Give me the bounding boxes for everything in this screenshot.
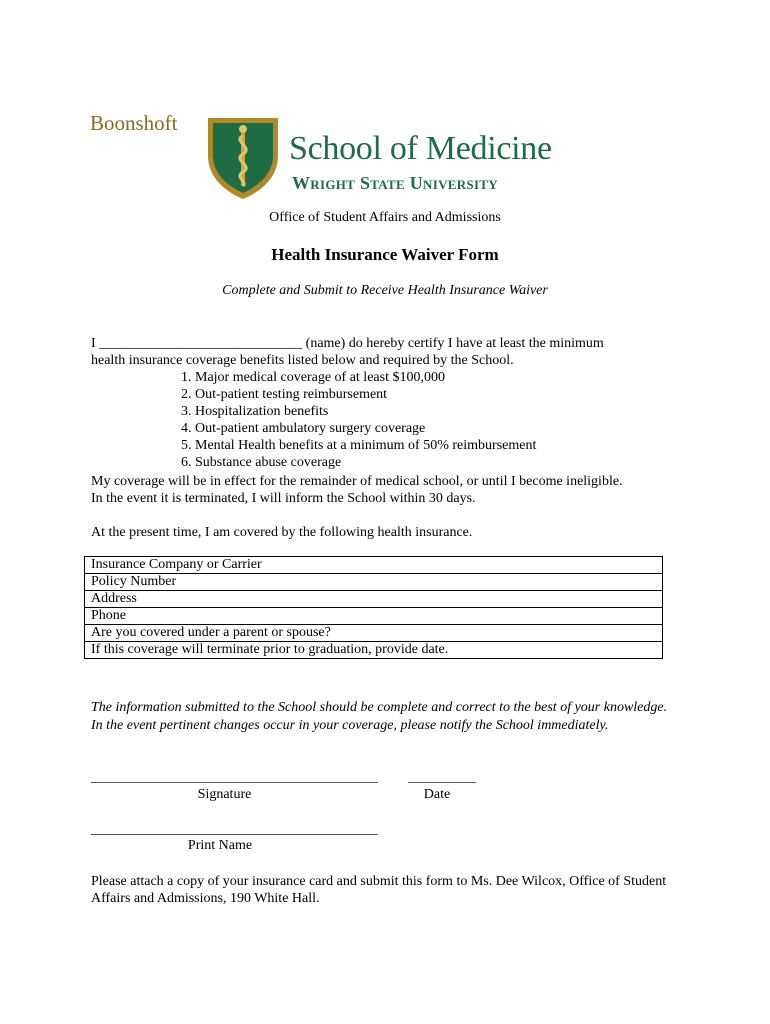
insurance-table <box>84 556 663 659</box>
logo-boonshoft: Boonshoft <box>90 111 178 135</box>
coverage-line-2: In the event it is terminated, I will inform the School within 30 days. <box>91 491 476 506</box>
present-coverage-text: At the present time, I am covered by the following health insurance. <box>91 525 473 540</box>
form-subtitle: Complete and Submit to Receive Health Insurance Waiver <box>222 283 548 298</box>
list-item: 3. Hospitalization benefits <box>181 404 329 419</box>
footer-instructions: Please attach a copy of your insurance card and submit this form to Ms. Dee Wilcox, Office of Student Affairs and Admissions, 190 White Hall. <box>91 874 667 906</box>
list-item: 4. Out-patient ambulatory surgery coverage <box>181 421 426 436</box>
table-cell[interactable]: Insurance Company or Carrier <box>85 557 663 574</box>
table-row[interactable] <box>85 574 663 591</box>
office-name: Office of Student Affairs and Admissions <box>269 210 501 225</box>
print-name-line[interactable] <box>91 834 378 835</box>
notice-text: The information submitted to the School should be complete and correct to the best of your knowledge. In the event pertinent changes occur in your coverage, please notify the School immediately. <box>91 700 668 733</box>
print-name-label: Print Name <box>187 838 253 853</box>
signature-label: Signature <box>197 787 252 802</box>
shield-icon <box>204 112 282 200</box>
certify-line-1: I _____________________________ (name) do hereby certify I have at least the minimum <box>91 336 604 351</box>
list-item: 5. Mental Health benefits at a minimum of 50% reimbursement <box>181 438 537 453</box>
table-cell[interactable]: If this coverage will terminate prior to graduation, provide date. <box>85 642 663 659</box>
form-title: Health Insurance Waiver Form <box>271 245 499 264</box>
table-cell[interactable]: Policy Number <box>85 574 663 591</box>
table-row[interactable] <box>85 642 663 659</box>
requirements-list <box>181 369 536 471</box>
table-cell[interactable]: Phone <box>85 608 663 625</box>
table-row[interactable] <box>85 591 663 608</box>
table-row[interactable] <box>85 625 663 642</box>
table-cell[interactable]: Are you covered under a parent or spouse? <box>85 625 663 642</box>
logo-wright-state: Wright State University <box>292 173 498 193</box>
coverage-line-1: My coverage will be in effect for the remainder of medical school, or until I become ineligible. <box>91 474 623 489</box>
table-row[interactable] <box>85 557 663 574</box>
table-cell[interactable]: Address <box>85 591 663 608</box>
list-item: 6. Substance abuse coverage <box>181 455 342 470</box>
logo-school-of-medicine: School of Medicine <box>289 130 552 167</box>
signature-line[interactable] <box>91 782 378 783</box>
list-item: 1. Major medical coverage of at least $100,000 <box>181 370 445 385</box>
date-label: Date <box>423 787 451 802</box>
certify-line-2: health insurance coverage benefits listed below and required by the School. <box>91 353 514 368</box>
date-line[interactable] <box>408 782 476 783</box>
table-row[interactable] <box>85 608 663 625</box>
list-item: 2. Out-patient testing reimbursement <box>181 387 388 402</box>
